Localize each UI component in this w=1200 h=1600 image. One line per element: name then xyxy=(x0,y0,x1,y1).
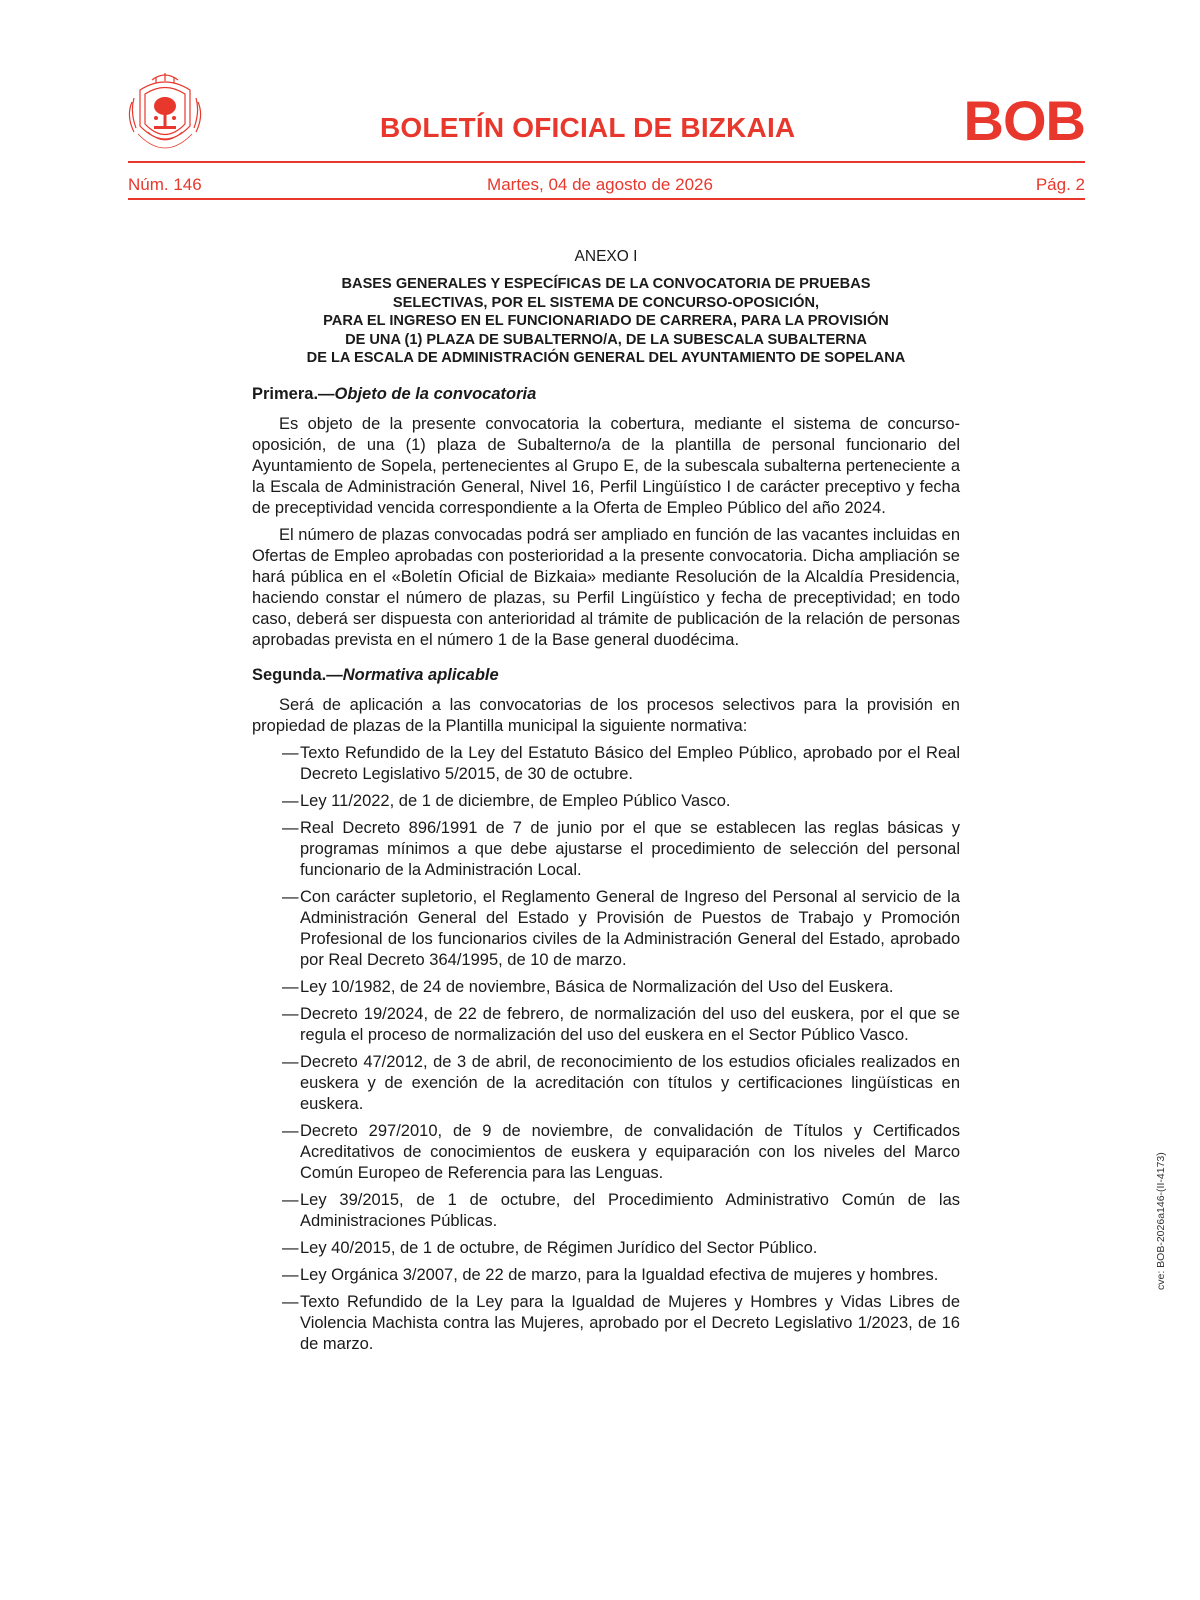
bulletin-title: BOLETÍN OFICIAL DE BIZKAIA xyxy=(380,112,796,143)
list-dash: — xyxy=(282,1238,299,1257)
list-dash: — xyxy=(282,1265,299,1284)
list-dash: — xyxy=(282,1052,299,1071)
annex-title-line: BASES GENERALES Y ESPECÍFICAS DE LA CONVOCATORIA DE PRUEBAS xyxy=(341,276,871,292)
issue-number: Núm. 146 xyxy=(128,175,202,194)
issue-date: Martes, 04 de agosto de 2026 xyxy=(487,175,713,194)
list-item xyxy=(252,818,960,881)
paragraph: Es objeto de la presente convocatoria la cobertura, mediante el sistema de concurso-oposición, de una (1) plaza de Subalterno/a de la plantilla de personal funcionario del Ayuntamiento de Sopela, pertenecientes al Grupo E, de la subescala subalterna perteneciente a la Escala de Administración General, Nivel 16, Perfil Lingüístico I de carácter preceptivo y fecha de preceptividad vencida correspondiente a la Oferta de Empleo Público del año 2024. xyxy=(252,414,960,517)
section-number: Primera.— xyxy=(252,384,335,403)
list-dash: — xyxy=(282,1004,299,1023)
list-item-text: Decreto 297/2010, de 9 de noviembre, de convalidación de Títulos y Certificados Acreditativos de conocimientos de euskera y equiparación con los niveles del Marco Común Europeo de Referencia para las Lenguas. xyxy=(300,1121,960,1182)
cve-identifier: cve: BOB-2026a146-(II-4173) xyxy=(1155,1152,1167,1290)
section-number: Segunda.— xyxy=(252,665,343,684)
list-dash: — xyxy=(282,1292,299,1311)
regulation-list xyxy=(252,743,960,1355)
list-item xyxy=(252,1052,960,1115)
list-item-text: Real Decreto 896/1991 de 7 de junio por el que se establecen las reglas básicas y programas mínimos a que debe ajustarse el procedimiento de selección del personal funcionario de la Administración Local. xyxy=(300,818,960,879)
list-item-text: Ley 39/2015, de 1 de octubre, del Procedimiento Administrativo Común de las Administraciones Públicas. xyxy=(300,1190,960,1230)
list-item xyxy=(252,887,960,971)
list-dash: — xyxy=(282,743,299,762)
list-item-text: Ley Orgánica 3/2007, de 22 de marzo, para la Igualdad efectiva de mujeres y hombres. xyxy=(300,1265,939,1284)
section-heading xyxy=(252,665,960,686)
list-dash: — xyxy=(282,977,299,996)
list-item xyxy=(252,743,960,785)
list-item xyxy=(252,1292,960,1355)
list-item xyxy=(252,1265,960,1286)
list-item-text: Ley 10/1982, de 24 de noviembre, Básica de Normalización del Uso del Euskera. xyxy=(300,977,894,996)
paragraph: El número de plazas convocadas podrá ser ampliado en función de las vacantes incluidas en Ofertas de Empleo aprobadas con posterioridad a la presente convocatoria. Dicha ampliación se hará pública en el «Boletín Oficial de Bizkaia» mediante Resolución de la Alcaldía Presidencia, haciendo constar el número de plazas, su Perfil Lingüístico y fecha de preceptividad; en todo caso, deberá ser dispuesta con anterioridad al trámite de publicación de la relación de personas aprobadas prevista en el número 1 de la Base general duodécima. xyxy=(252,525,960,649)
list-item-text: Texto Refundido de la Ley para la Igualdad de Mujeres y Hombres y Vidas Libres de Violencia Machista contra las Mujeres, aprobado por el Decreto Legislativo 1/2023, de 16 de marzo. xyxy=(300,1292,960,1353)
section-title: Objeto de la convocatoria xyxy=(334,384,537,403)
section-segunda xyxy=(252,665,960,1355)
annex-title-line: SELECTIVAS, POR EL SISTEMA DE CONCURSO-OPOSICIÓN, xyxy=(392,294,820,311)
list-item-text: Texto Refundido de la Ley del Estatuto Básico del Empleo Público, aprobado por el Real Decreto Legislativo 5/2015, de 30 de octubre. xyxy=(300,743,960,783)
annex-title-line: DE UNA (1) PLAZA DE SUBALTERNO/A, DE LA SUBESCALA SUBALTERNA xyxy=(345,331,867,348)
list-item xyxy=(252,791,960,812)
list-dash: — xyxy=(282,1190,299,1209)
paragraph: Será de aplicación a las convocatorias de los procesos selectivos para la provisión en propiedad de plazas de la Plantilla municipal la siguiente normativa: xyxy=(252,695,960,735)
annex-title xyxy=(252,275,960,368)
list-item xyxy=(252,1121,960,1184)
section-title: Normativa aplicable xyxy=(342,665,499,684)
annex-label: ANEXO I xyxy=(574,248,638,265)
list-item-text: Ley 11/2022, de 1 de diciembre, de Empleo Público Vasco. xyxy=(300,791,731,810)
bulletin-acronym: BOB xyxy=(963,89,1085,152)
list-dash: — xyxy=(282,1121,299,1140)
header-rule-bottom xyxy=(128,198,1085,200)
header-rule-top xyxy=(128,161,1085,163)
list-item-text: Ley 40/2015, de 1 de octubre, de Régimen Jurídico del Sector Público. xyxy=(300,1238,818,1257)
annex-title-line: DE LA ESCALA DE ADMINISTRACIÓN GENERAL DEL AYUNTAMIENTO DE SOPELANA xyxy=(306,350,906,366)
list-dash: — xyxy=(282,818,299,837)
list-item xyxy=(252,1238,960,1259)
document-body xyxy=(252,246,960,1369)
list-item xyxy=(252,1004,960,1046)
list-item-text: Con carácter supletorio, el Reglamento General de Ingreso del Personal al servicio de la Administración General del Estado y Provisión de Puestos de Trabajo y Promoción Profesional de los funcionarios civiles de la Administración General del Estado, aprobado por Real Decreto 364/1995, de 10 de marzo. xyxy=(300,887,960,969)
bizkaia-crest-icon xyxy=(126,72,204,154)
list-dash: — xyxy=(282,791,299,810)
section-heading xyxy=(252,384,960,405)
section-primera xyxy=(252,384,960,651)
list-item xyxy=(252,1190,960,1232)
page-number: Pág. 2 xyxy=(1035,175,1085,194)
list-item xyxy=(252,977,960,998)
list-item-text: Decreto 47/2012, de 3 de abril, de reconocimiento de los estudios oficiales realizados en euskera y de exención de la acreditación con títulos y certificaciones lingüísticas en euskera. xyxy=(300,1052,960,1113)
list-item-text: Decreto 19/2024, de 22 de febrero, de normalización del uso del euskera, por el que se regula el proceso de normalización del uso del euskera en el Sector Público Vasco. xyxy=(300,1004,960,1044)
annex-title-line: PARA EL INGRESO EN EL FUNCIONARIADO DE CARRERA, PARA LA PROVISIÓN xyxy=(323,313,889,329)
list-dash: — xyxy=(282,887,299,906)
